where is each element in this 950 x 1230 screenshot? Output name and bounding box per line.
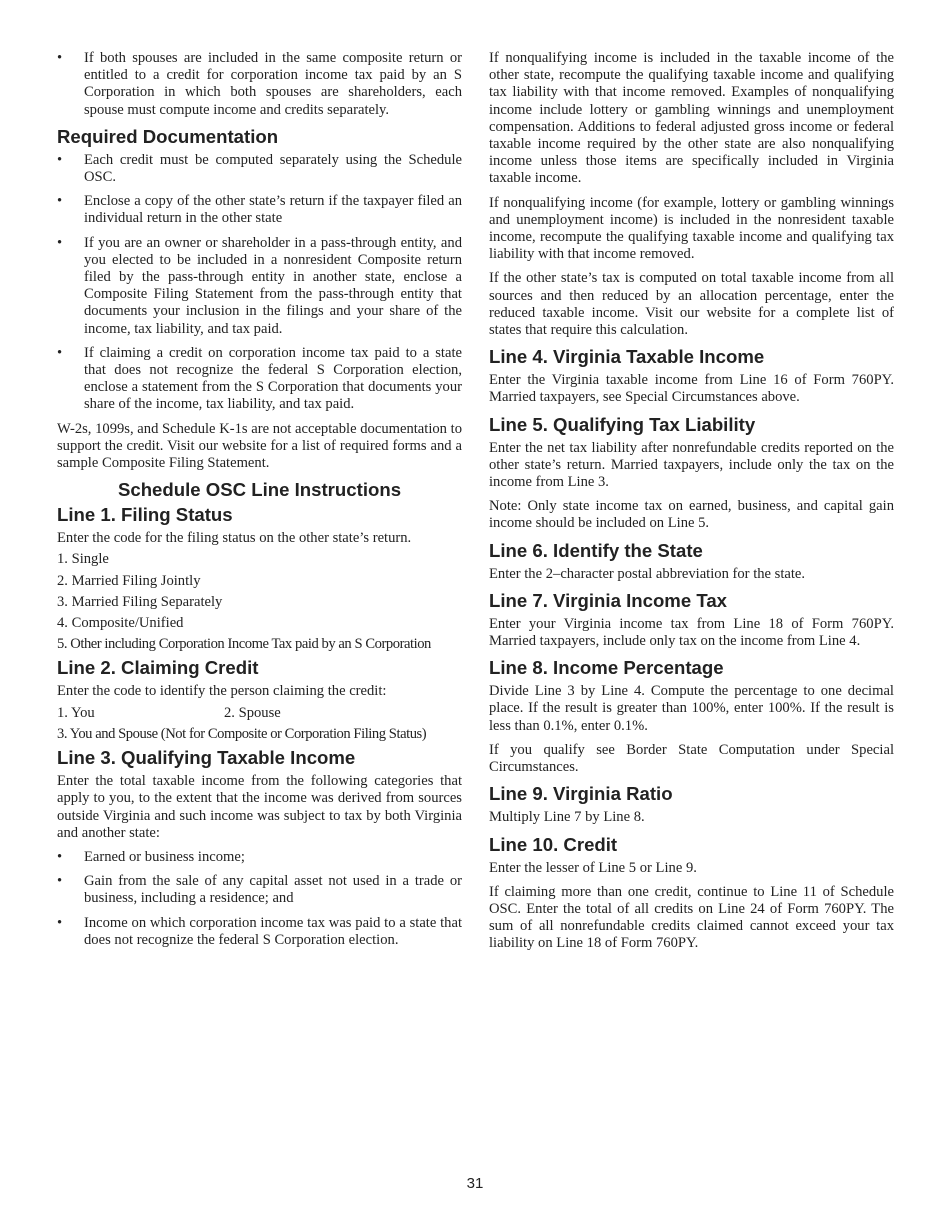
line5-text: Enter the net tax liability after nonrefundable credits reported on the other state’s return. Married taxpayers, include only the tax on the income from Line 3. <box>489 439 894 491</box>
claimant-option-you: 1. You <box>57 704 95 721</box>
left-column <box>57 50 462 956</box>
bullet-icon: • <box>57 234 63 251</box>
bullet-icon: • <box>57 50 63 66</box>
filing-status-option: 1. Single <box>57 551 109 568</box>
nonqualifying-paragraph: If nonqualifying income is included in the taxable income of the other state, recompute the qualifying taxable income and qualifying tax liability with that income removed. Examples of nonqualifying income include lottery or gambling winnings and unemployment compensation. Additions to federal adjusted gross income or federal taxable income required by the other state are also nonqualifying income unless those items are specifically included in Virginia taxable income. <box>489 50 894 187</box>
line10-more-credits: If claiming more than one credit, continue to Line 11 of Schedule OSC. Enter the total of all credits on Line 24 of Form 760PY. The sum of all nonrefundable credits claimed cannot exceed your tax liability on Line 18 of Form 760PY. <box>489 883 894 952</box>
line7-heading: Line 7. Virginia Income Tax <box>489 589 728 611</box>
qualifying-income-list <box>57 849 462 949</box>
claimant-option-spouse: 2. Spouse <box>224 704 281 721</box>
line5-note: Note: Only state income tax on earned, business, and capital gain income should be included on Line 5. <box>489 498 894 532</box>
line8-heading: Line 8. Income Percentage <box>489 657 724 679</box>
line4-text: Enter the Virginia taxable income from Line 16 of Form 760PY. Married taxpayers, see Special Circumstances above. <box>489 372 894 406</box>
list-item: • Income on which corporation income tax was paid to a state that does not recognize the federal S Corporation election. <box>57 914 462 948</box>
line1-heading: Line 1. Filing Status <box>57 504 233 526</box>
line2-heading: Line 2. Claiming Credit <box>57 657 259 679</box>
list-item: • If both spouses are included in the same composite return or entitled to a credit for corporation income tax paid by an S Corporation in which both spouses are shareholders, each spouse must compute income and credits separately. <box>57 50 462 118</box>
claimant-option-both: 3. You and Spouse (Not for Composite or Corporation Filing Status) <box>57 725 427 742</box>
page-number: 31 <box>466 1175 484 1192</box>
line5-heading: Line 5. Qualifying Tax Liability <box>489 413 756 435</box>
list-item: • If claiming a credit on corporation income tax paid to a state that does not recognize the federal S Corporation election, enclose a statement from the S Corporation that documents your share of the income, tax liability, and tax paid. <box>57 344 462 413</box>
line3-intro: Enter the total taxable income from the following categories that apply to you, to the extent that the income was derived from sources outside Virginia and such income was subject to tax by both Virginia and another state: <box>57 773 462 841</box>
list-item: • Enclose a copy of the other state’s return if the taxpayer filed an individual return in the other state <box>57 193 462 227</box>
line9-text: Multiply Line 7 by Line 8. <box>489 809 645 826</box>
bullet-icon: • <box>57 848 63 865</box>
bullet-icon: • <box>57 151 63 168</box>
line8-text: Divide Line 3 by Line 4. Compute the percentage to one decimal place. If the result is greater than 100%, enter 100%. If the result is less than 0.1%, enter 0.1%. <box>489 683 894 734</box>
section-title: Schedule OSC Line Instructions <box>117 479 402 501</box>
required-documentation-heading: Required Documentation <box>57 125 279 147</box>
filing-status-option: 5. Other including Corporation Income Tax paid by an S Corporation <box>57 636 431 653</box>
line7-text: Enter your Virginia income tax from Line 18 of Form 760PY. Married taxpayers, include only tax on the income from Line 4. <box>489 615 894 650</box>
line6-heading: Line 6. Identify the State <box>489 539 703 561</box>
right-column <box>489 50 894 960</box>
required-documentation-list <box>57 152 462 414</box>
line3-heading: Line 3. Qualifying Taxable Income <box>57 747 356 769</box>
bullet-icon: • <box>57 193 63 210</box>
line6-text: Enter the 2–character postal abbreviation for the state. <box>489 565 806 582</box>
intro-bullet-list <box>57 50 462 119</box>
filing-status-option: 2. Married Filing Jointly <box>57 572 201 589</box>
list-item: • Earned or business income; <box>57 848 245 865</box>
filing-status-option: 3. Married Filing Separately <box>57 593 223 610</box>
bullet-icon: • <box>57 873 63 890</box>
line4-heading: Line 4. Virginia Taxable Income <box>489 346 765 368</box>
nonresident-paragraph: If nonqualifying income (for example, lottery or gambling winnings and unemployment income) is included in the nonresident taxable income, recompute the qualifying taxable income and qualifying tax liability with that income removed. <box>489 194 894 263</box>
line10-text: Enter the lesser of Line 5 or Line 9. <box>489 859 697 876</box>
list-item: • If you are an owner or shareholder in a pass-through entity, and you elected to be included in a nonresident Composite return filed by the pass-through entity in another state, enclose a Composite Filing Statement from the pass-through entity that documents your inclusion in the filings and your share of the income, tax liability, and tax paid. <box>57 234 462 337</box>
allocation-paragraph: If the other state’s tax is computed on total taxable income from all sources and then reduced by an allocation percentage, enter the reduced taxable income. Visit our website for a complete list of states that require this calculation. <box>489 270 894 339</box>
w2-paragraph: W-2s, 1099s, and Schedule K-1s are not acceptable documentation to support the credit. Visit our website for a list of required forms and a sample Composite Filing Statement. <box>57 420 462 472</box>
line8-border-note: If you qualify see Border State Computation under Special Circumstances. <box>489 741 894 776</box>
line2-intro: Enter the code to identify the person claiming the credit: <box>57 683 387 700</box>
filing-status-option: 4. Composite/Unified <box>57 615 184 632</box>
bullet-icon: • <box>57 344 63 361</box>
line1-intro: Enter the code for the filing status on the other state’s return. <box>57 530 412 547</box>
line9-heading: Line 9. Virginia Ratio <box>489 783 673 805</box>
line10-heading: Line 10. Credit <box>489 833 618 855</box>
list-item: • Gain from the sale of any capital asset not used in a trade or business, including a residence; and <box>57 873 462 907</box>
claimant-options-row <box>57 705 462 722</box>
list-item: • Each credit must be computed separately using the Schedule OSC. <box>57 151 462 186</box>
bullet-icon: • <box>57 914 63 931</box>
